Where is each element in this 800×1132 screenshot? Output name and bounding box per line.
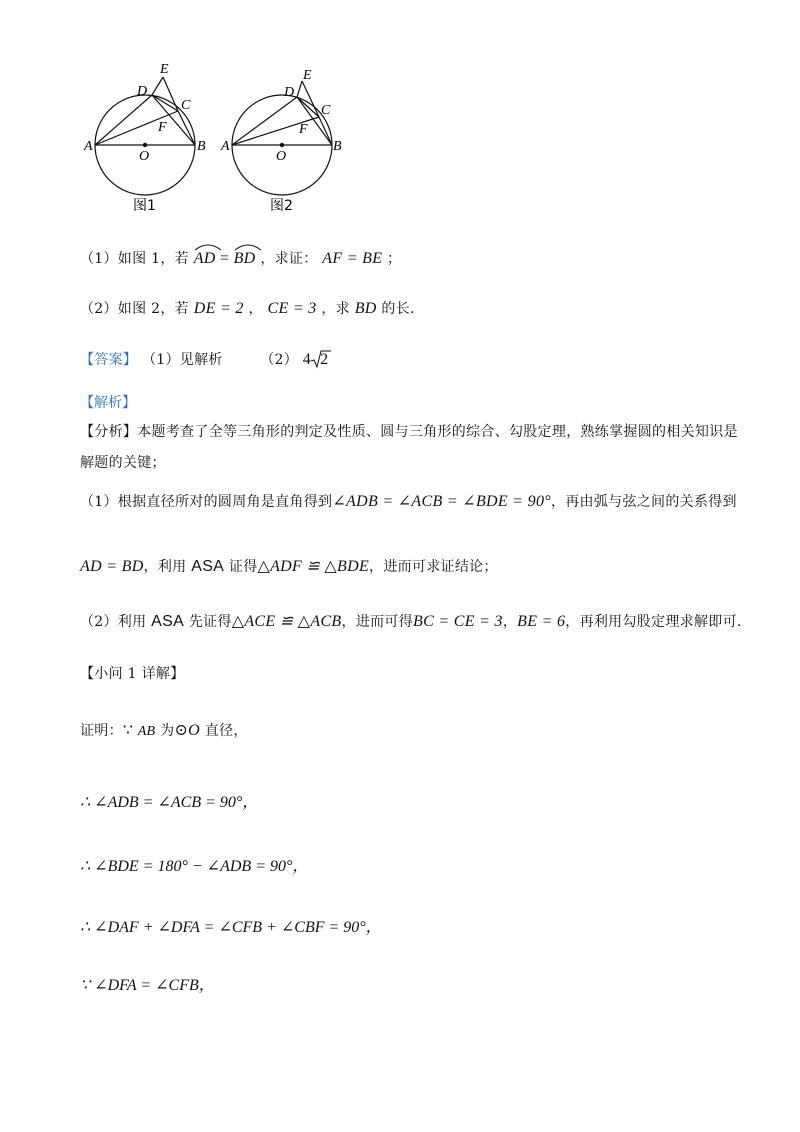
is-diameter-pre: 为 — [155, 723, 175, 739]
segment-de-fig2 — [297, 81, 302, 97]
p2-prefix: （2）利用 — [80, 614, 152, 630]
caption-fig2: 图2 — [270, 198, 293, 214]
label-o-fig1: O — [139, 149, 150, 164]
analysis-p1b — [80, 556, 498, 576]
caption-fig1: 图1 — [133, 198, 156, 214]
label-c-fig2: C — [321, 103, 331, 118]
q2-de: DE = 2 — [193, 300, 244, 317]
q1-prefix: （1）如图 1，若 — [80, 251, 189, 267]
geometry-figures — [0, 0, 800, 220]
p2-text3: ， — [502, 614, 518, 630]
p2-text1: 先证得 — [184, 614, 232, 630]
label-b-fig2: B — [333, 139, 342, 154]
figure-1 — [83, 62, 206, 214]
analysis-line-1: 【分析】本题考查了全等三角形的判定及性质、圆与三角形的综合、勾股定理，熟练掌握圆的相关知识是 — [80, 424, 738, 440]
proof-line-4: ∴ ∠DAF + ∠DFA = ∠CFB + ∠CBF = 90°， — [80, 919, 382, 936]
arc-bd: BD — [234, 246, 256, 268]
p1b-text3: ，进而可求证结论； — [369, 559, 498, 575]
question-1 — [80, 246, 401, 268]
p2-text4: ，再利用勾股定理求解即可. — [565, 614, 742, 630]
q1-eq-sign: = — [215, 250, 234, 267]
segment-dc-fig2 — [297, 97, 319, 117]
p1b-math2: △ADF ≌ △BDE — [257, 558, 370, 575]
q2-mid: ，求 — [321, 301, 350, 317]
q2-end: 的长. — [381, 301, 415, 317]
segment-de-fig1 — [152, 77, 163, 95]
label-c-fig1: C — [181, 98, 191, 113]
question-2 — [80, 298, 415, 318]
label-a-fig1: A — [84, 139, 93, 154]
label-f-fig1: F — [158, 120, 167, 135]
arc-ad: AD — [194, 246, 216, 268]
label-o-fig2: O — [276, 149, 287, 164]
q2-ce: CE = 3 — [267, 300, 317, 317]
label-b-fig1: B — [197, 139, 206, 154]
proof-line-5: ∵ ∠DFA = ∠CFB， — [80, 977, 215, 994]
p2-text2: ，进而可得 — [341, 614, 414, 630]
answer-part1: （1）见解析 — [141, 352, 223, 368]
label-d-fig2: D — [284, 85, 295, 100]
circle-o: ⊙O — [174, 722, 201, 739]
analysis-p1 — [80, 491, 737, 511]
q2-prefix: （2）如图 2，若 — [80, 301, 189, 317]
because-symbol: ∵ — [122, 722, 138, 739]
p1-prefix: （1）根据直径所对的圆周角是直角得到 — [80, 494, 333, 510]
q2-bd: BD — [354, 300, 377, 317]
p1-suffix: ，再由弧与弦之间的关系得到 — [550, 494, 737, 510]
proof-line-1 — [80, 720, 248, 740]
answer-tag: 【答案】 — [80, 352, 138, 368]
label-f-fig2: F — [299, 122, 308, 137]
analysis-line-2: 解题的关键； — [80, 455, 166, 471]
q2-sep1: ， — [248, 301, 263, 317]
p2-math2: BC = CE = 3 — [413, 613, 503, 630]
p1b-math1: AD = BD — [80, 558, 144, 575]
q1-claim: AF = BE — [322, 250, 383, 267]
label-d-fig1: D — [137, 84, 148, 99]
label-a-fig2: A — [221, 139, 230, 154]
answer-part2-value: 4 2 — [303, 351, 329, 369]
ab: AB — [137, 724, 156, 739]
center-point-fig2 — [280, 143, 284, 147]
analysis-tag: 【解析】 — [80, 395, 136, 411]
q1-mid: ，求证： — [260, 251, 318, 267]
p1b-text2: 证得 — [224, 559, 258, 575]
p2-asa: ASA — [151, 613, 185, 630]
proof-intro: 证明： — [80, 723, 123, 739]
segment-ad-fig1 — [95, 95, 152, 145]
p1b-text1: ，利用 — [143, 559, 192, 575]
p2-math1: △ACE ≌ △ACB — [231, 613, 342, 630]
detail-header: 【小问 1 详解】 — [80, 666, 185, 682]
segment-ad-fig2 — [232, 97, 297, 145]
answer-part2-label: （2） — [260, 352, 299, 368]
is-diameter-post: 直径， — [200, 723, 248, 739]
proof-line-2: ∴ ∠ADB = ∠ACB = 90°， — [80, 794, 259, 811]
p2-math3: BE = 6 — [517, 613, 566, 630]
p1-math: ∠ADB = ∠ACB = ∠BDE = 90° — [332, 493, 551, 510]
p1b-asa: ASA — [191, 558, 225, 575]
label-e-fig1: E — [160, 62, 169, 77]
answer-line — [80, 349, 328, 369]
q1-end: ； — [387, 251, 402, 267]
proof-line-3: ∴ ∠BDE = 180° − ∠ADB = 90°， — [80, 858, 309, 875]
figure-2 — [220, 68, 342, 214]
segment-ec-fig2 — [302, 81, 319, 117]
analysis-p2 — [80, 611, 742, 631]
label-e-fig2: E — [303, 68, 312, 83]
center-point-fig1 — [143, 143, 147, 147]
